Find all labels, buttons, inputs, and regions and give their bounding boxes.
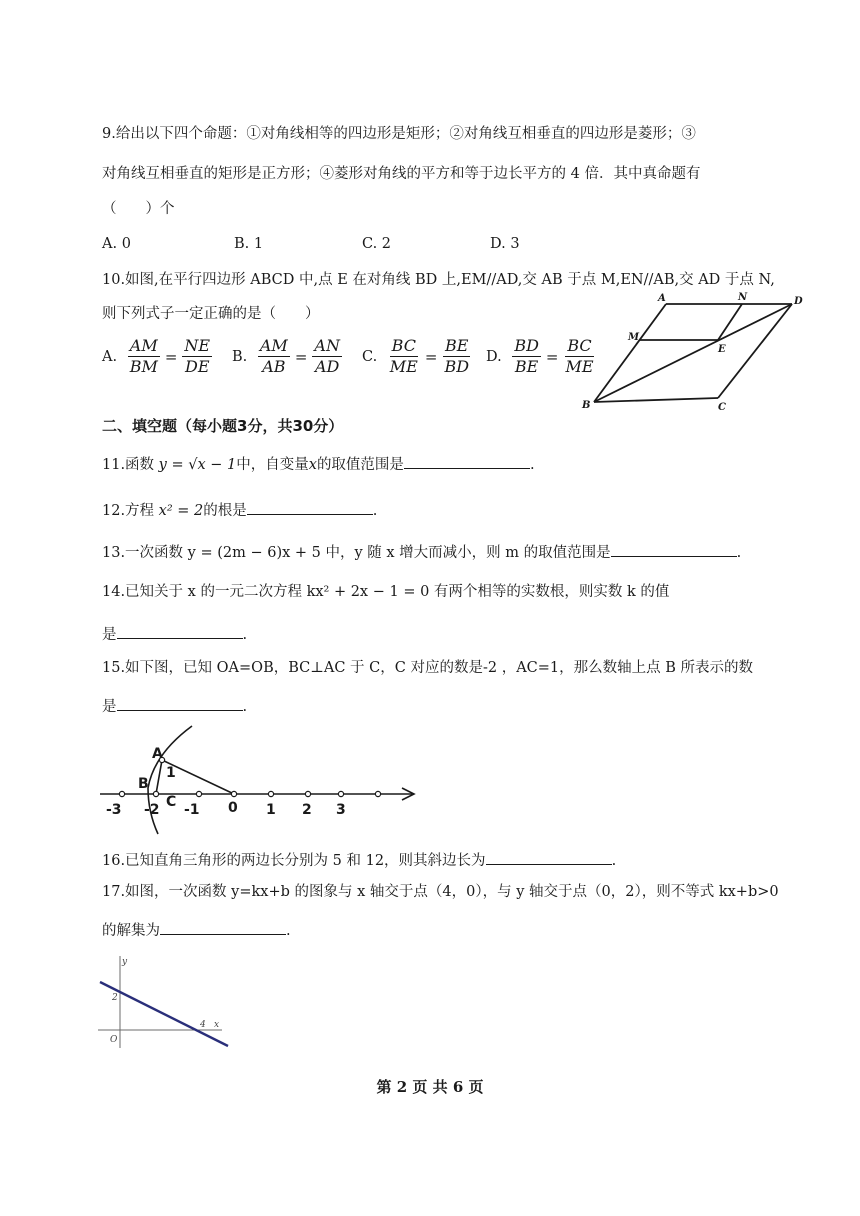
- label-4: 4: [200, 1020, 206, 1030]
- tick-neg2: -2: [144, 802, 160, 818]
- origin-label: O: [110, 1035, 118, 1045]
- number-line-figure: [96, 722, 430, 838]
- label-a: A: [658, 293, 666, 304]
- label-1: 1: [166, 765, 176, 781]
- answer-blank[interactable]: [611, 540, 737, 557]
- label-2: 2: [112, 993, 118, 1003]
- fraction-right: $\frac{BC}{ME}$: [565, 336, 594, 376]
- q9-line3: （ ）个: [102, 201, 175, 217]
- fraction-right: $\frac{BE}{BD}$: [444, 336, 470, 376]
- label-b: B: [582, 400, 591, 411]
- q14-line2: 是 .: [102, 622, 247, 645]
- axis-y-label: y: [122, 957, 128, 967]
- label-c: C: [166, 794, 177, 810]
- linear-function-figure: [96, 952, 236, 1052]
- label-d: D: [794, 296, 803, 307]
- q15-line1: 15.如下图，已知 OA=OB，BC⊥AC 于 C，C 对应的数是-2 ，AC=1，那么数轴上点 B 所表示的数: [102, 660, 754, 676]
- parallelogram-figure: [578, 290, 808, 416]
- q9-option-b: B. 1: [234, 236, 264, 252]
- q9-option-a: A. 0: [102, 236, 131, 252]
- tick-3: 3: [336, 802, 346, 818]
- tick-2: 2: [302, 802, 312, 818]
- q9-line2: 对角线互相垂直的矩形是正方形；④菱形对角线的平方和等于边长平方的 4 倍．其中真命题有: [102, 166, 701, 182]
- axis-x-label: x: [214, 1020, 220, 1030]
- q10-option-c: C. $\frac{BC}{ME}$ = $\frac{BE}{BD}$: [362, 336, 470, 376]
- q10-line1: 10.如图,在平行四边形 ABCD 中,点 E 在对角线 BD 上,EM//AD,交 AB 于点 M,EN//AB,交 AD 于点 N,: [102, 272, 775, 288]
- fraction-left: $\frac{AM}{AB}$: [259, 336, 288, 376]
- q10-option-a: A. $\frac{AM}{BM}$ = $\frac{NE}{DE}$: [102, 336, 211, 376]
- label-m: M: [628, 332, 640, 343]
- q10-line2: 则下列式子一定正确的是（ ）: [102, 306, 320, 322]
- answer-blank[interactable]: [117, 694, 243, 711]
- answer-blank[interactable]: [160, 918, 286, 935]
- q9-option-c: C. 2: [362, 236, 392, 252]
- label-a: A: [152, 746, 163, 762]
- label-c: C: [718, 402, 726, 413]
- q10-option-d: D. $\frac{BD}{BE}$ = $\frac{BC}{ME}$: [486, 336, 594, 376]
- q12-line: 12.方程 x² = 2的根是 .: [102, 498, 377, 521]
- q17-line1: 17.如图，一次函数 y=kx+b 的图象与 x 轴交于点（4，0），与 y 轴交于点（0，2），则不等式 kx+b>0: [102, 884, 779, 900]
- tick-0: 0: [228, 800, 238, 816]
- label-e: E: [718, 344, 726, 355]
- option-letter: A.: [102, 348, 118, 365]
- fraction-left: $\frac{BD}{BE}$: [514, 336, 539, 376]
- section-title: 二、填空题（每小题3分，共30分）: [102, 417, 344, 435]
- q9-line1: 9.给出以下四个命题：①对角线相等的四边形是矩形；②对角线互相垂直的四边形是菱形；③: [102, 126, 696, 142]
- q17-line2: 的解集为 .: [102, 918, 291, 941]
- q16-line: 16.已知直角三角形的两边长分别为 5 和 12，则其斜边长为 .: [102, 848, 616, 871]
- tick-neg1: -1: [184, 802, 200, 818]
- label-b: B: [138, 776, 149, 792]
- fraction-left: $\frac{BC}{ME}$: [389, 336, 418, 376]
- q14-line1: 14.已知关于 x 的一元二次方程 kx² + 2x − 1 = 0 有两个相等的实数根，则实数 k 的值: [102, 584, 670, 600]
- q11-line: 11.函数 y = √x − 1中，自变量x的取值范围是 .: [102, 452, 535, 475]
- option-letter: B.: [232, 348, 248, 365]
- answer-blank[interactable]: [486, 848, 612, 865]
- tick-1: 1: [266, 802, 276, 818]
- fraction-right: $\frac{AN}{AD}$: [314, 336, 340, 376]
- tick-neg3: -3: [106, 802, 122, 818]
- q15-line2: 是 .: [102, 694, 247, 717]
- q9-option-d: D. 3: [490, 236, 520, 252]
- fraction-left: $\frac{AM}{BM}$: [129, 336, 158, 376]
- label-n: N: [738, 292, 748, 303]
- option-letter: D.: [486, 348, 502, 365]
- fraction-right: $\frac{NE}{DE}$: [184, 336, 211, 376]
- option-letter: C.: [362, 348, 378, 365]
- q13-line: 13.一次函数 y = (2m − 6)x + 5 中，y 随 x 增大而减小，则 m 的取值范围是 .: [102, 540, 741, 563]
- answer-blank[interactable]: [404, 452, 530, 469]
- answer-blank[interactable]: [117, 622, 243, 639]
- q10-option-b: B. $\frac{AM}{AB}$ = $\frac{AN}{AD}$: [232, 336, 340, 376]
- answer-blank[interactable]: [247, 498, 373, 515]
- page-footer: 第 2 页 共 6 页: [376, 1078, 484, 1096]
